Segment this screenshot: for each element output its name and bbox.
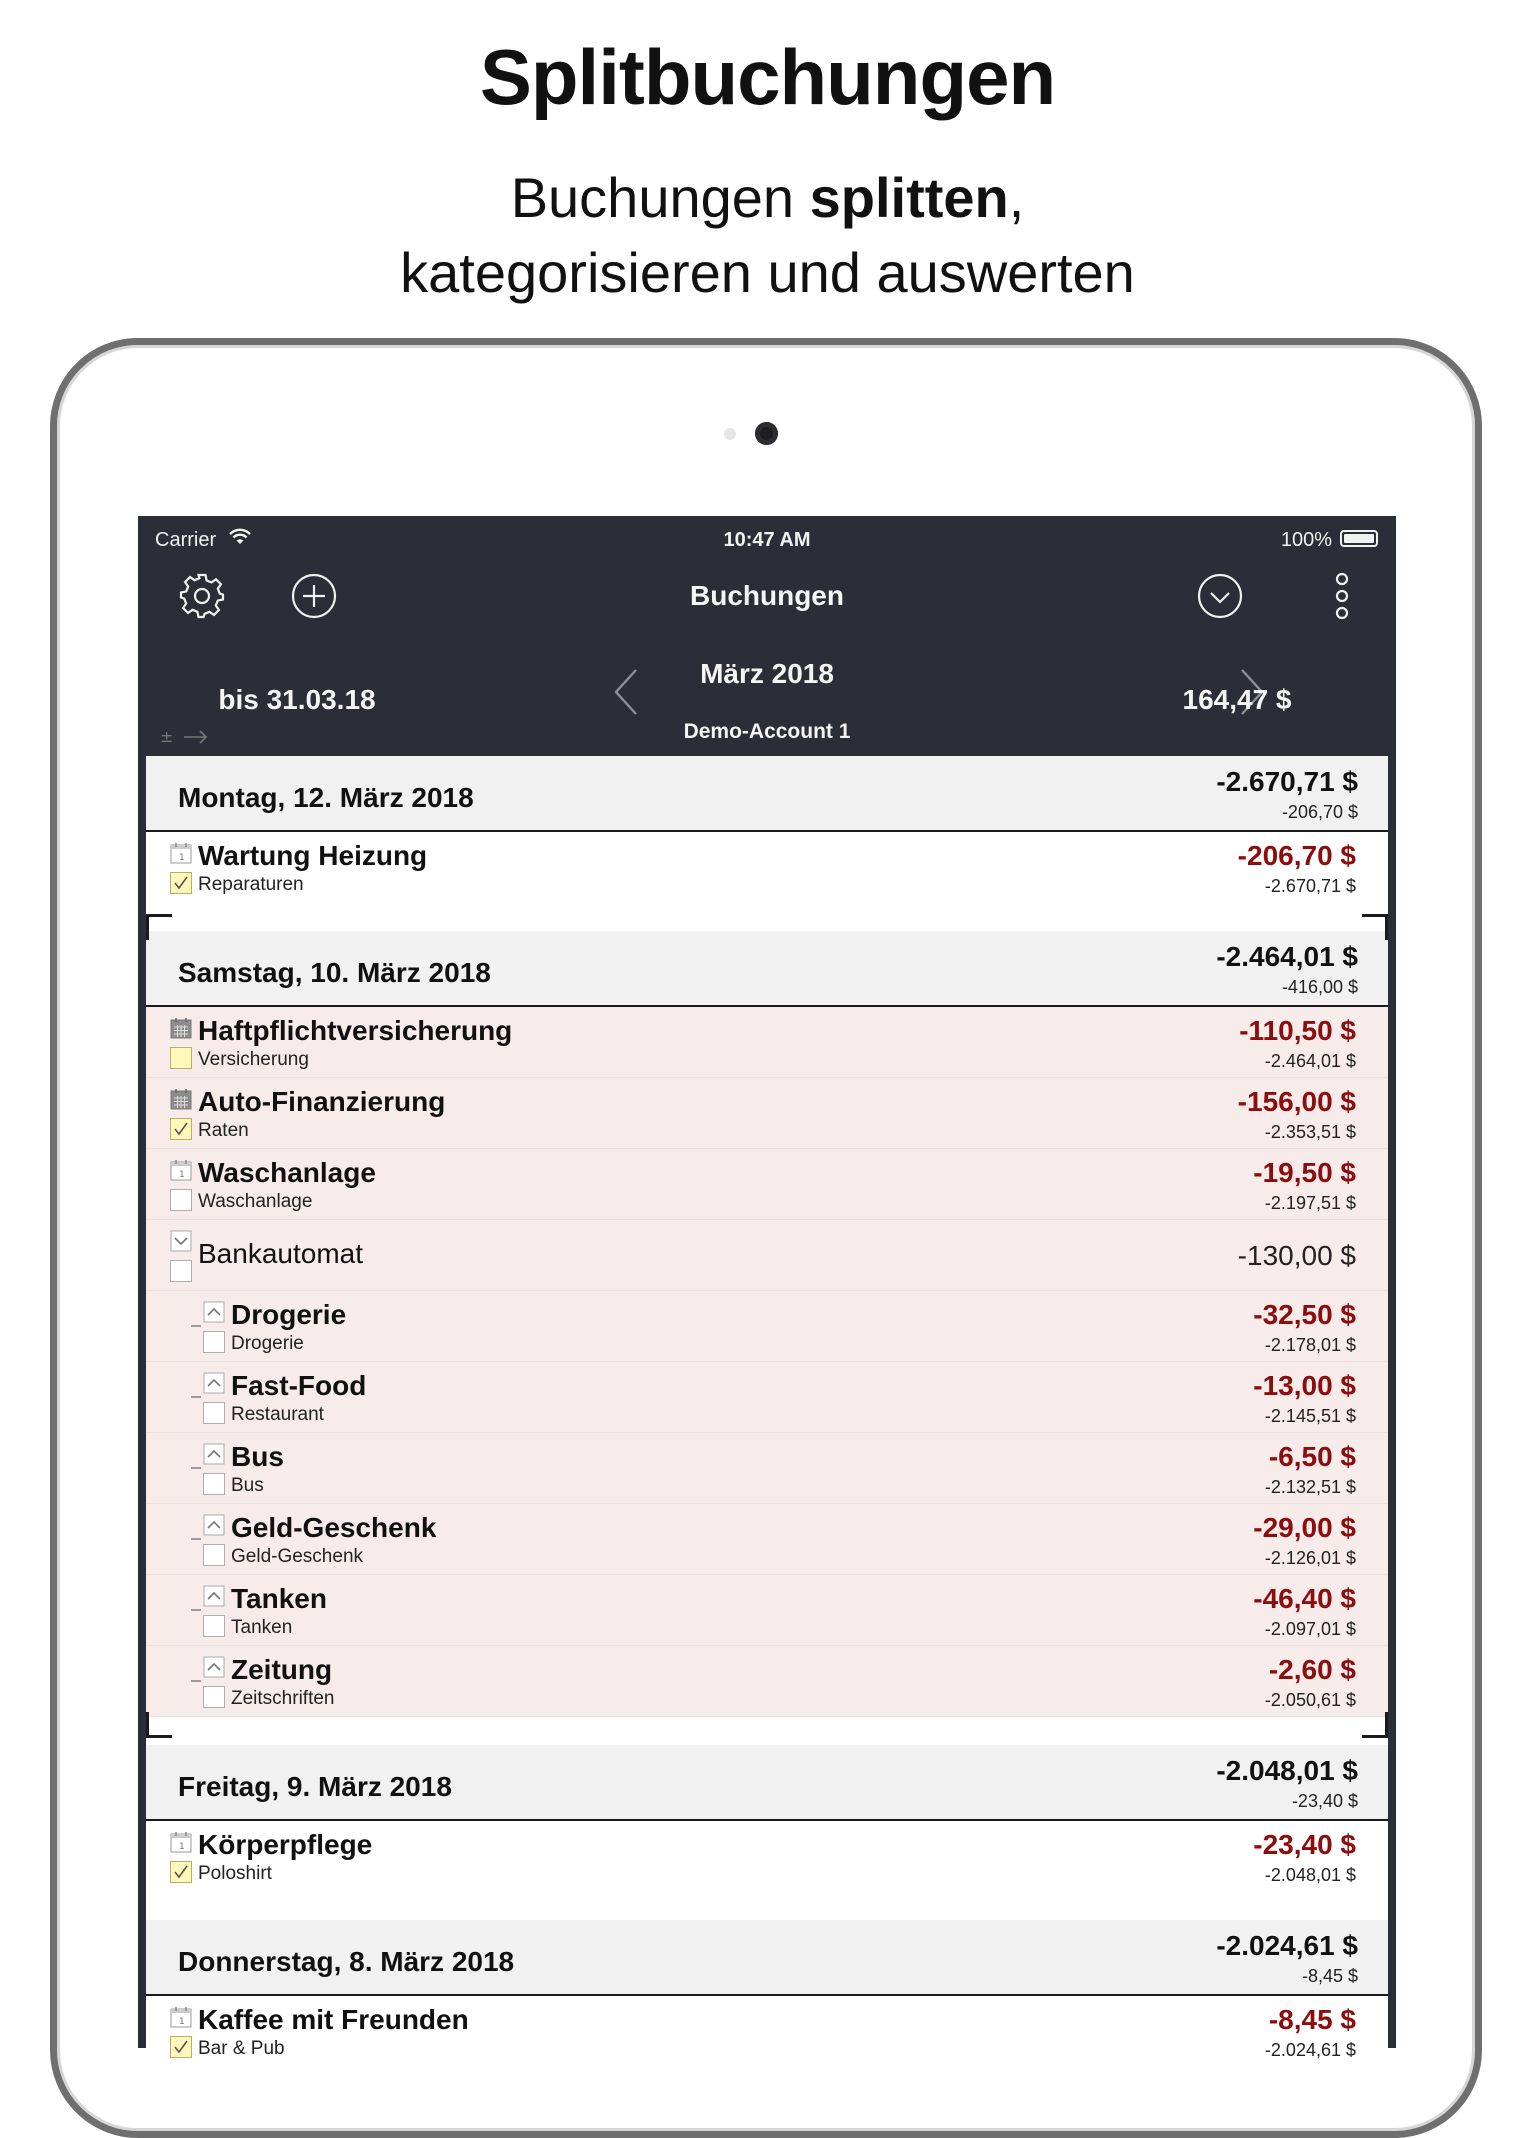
transaction-category: Waschanlage: [198, 1191, 313, 1212]
selection-bracket-bottom-left: [146, 1712, 172, 1738]
running-balance: -2.145,51 $: [1264, 1406, 1356, 1426]
transaction-row[interactable]: [146, 1821, 1388, 1892]
running-balance: -2.024,61 $: [1264, 2040, 1356, 2060]
transaction-category: Versicherung: [198, 1049, 309, 1070]
period-until[interactable]: [138, 632, 456, 756]
app-screen: [138, 516, 1396, 2060]
split-amount: -32,50 $: [1253, 1299, 1356, 1330]
running-balance: -2.132,51 $: [1264, 1477, 1356, 1497]
transaction-title: Haftpflichtversicherung: [198, 1015, 513, 1046]
running-balance: -2.178,01 $: [1264, 1335, 1356, 1355]
clock: 10:47 AM: [723, 529, 811, 551]
split-row[interactable]: [146, 1575, 1388, 1646]
spacer: [146, 1717, 1388, 1745]
day-name: Montag, 12. März 2018: [178, 782, 474, 813]
nav-title: Buchungen: [690, 580, 844, 611]
chevron-down-circle-icon[interactable]: [1192, 568, 1248, 624]
collapse-split-icon[interactable]: [170, 1230, 192, 1252]
transaction-title: Auto-Finanzierung: [198, 1086, 446, 1117]
selection-bracket-top-left: [146, 914, 172, 940]
recurring-calendar-icon: [170, 1088, 192, 1110]
current-month[interactable]: März 2018: [700, 658, 834, 689]
tree-branch: [191, 1680, 201, 1682]
category-checkbox[interactable]: [203, 1402, 225, 1424]
selection-bracket-top-right: [1362, 914, 1388, 940]
expand-up-icon: [203, 1514, 225, 1536]
front-camera: [755, 422, 778, 445]
split-row[interactable]: [146, 1291, 1388, 1362]
status-bar: [138, 516, 1396, 560]
expand-up-icon: [203, 1443, 225, 1465]
subtitle-line-1: Buchungen splitten,: [510, 166, 1025, 229]
split-category: Tanken: [231, 1617, 293, 1638]
running-balance: -2.353,51 $: [1264, 1122, 1356, 1142]
running-balance: -2.048,01 $: [1264, 1865, 1356, 1885]
transaction-row[interactable]: [146, 1149, 1388, 1220]
account-name[interactable]: Demo-Account 1: [683, 720, 851, 743]
split-title: Zeitung: [231, 1654, 333, 1685]
front-sensor: [724, 428, 736, 440]
calendar-icon: [170, 1159, 192, 1181]
expand-up-icon: [203, 1372, 225, 1394]
tree-branch: [191, 1325, 201, 1327]
transaction-amount: -156,00 $: [1237, 1086, 1356, 1117]
category-checkbox[interactable]: [170, 1118, 192, 1140]
tree-branch: [191, 1609, 201, 1611]
transaction-title: Waschanlage: [198, 1157, 376, 1188]
more-vertical-icon[interactable]: [1314, 568, 1370, 624]
category-checkbox[interactable]: [170, 872, 192, 894]
transaction-title: Körperpflege: [198, 1829, 373, 1860]
svg-text:1: 1: [179, 2017, 185, 2027]
split-category: Zeitschriften: [231, 1688, 335, 1709]
day-name: Freitag, 9. März 2018: [178, 1771, 452, 1802]
day-header: [146, 756, 1388, 832]
transaction-amount: -23,40 $: [1253, 1829, 1356, 1860]
split-amount: -29,00 $: [1253, 1512, 1356, 1543]
subtitle-line-2: kategorisieren und auswerten: [400, 241, 1135, 304]
day-sum: -206,70 $: [1281, 802, 1358, 822]
expand-up-icon: [203, 1301, 225, 1323]
transaction-category: Raten: [198, 1120, 249, 1141]
day-total: -2.048,01 $: [1216, 1755, 1358, 1786]
tree-branch: [191, 1538, 201, 1540]
split-title: Fast-Food: [231, 1370, 367, 1401]
split-row[interactable]: [146, 1504, 1388, 1575]
day-sum: -416,00 $: [1281, 977, 1358, 997]
transaction-category: Poloshirt: [198, 1863, 272, 1884]
category-checkbox[interactable]: [170, 1861, 192, 1883]
tree-branch: [191, 1467, 201, 1469]
split-category: Bus: [231, 1475, 264, 1496]
selection-bracket-bottom-right: [1362, 1712, 1388, 1738]
transaction-title: Wartung Heizung: [198, 840, 428, 871]
spacer: [146, 903, 1388, 931]
transaction-amount: -8,45 $: [1268, 2004, 1356, 2035]
split-title: Bus: [231, 1441, 284, 1472]
transaction-amount: -130,00 $: [1237, 1240, 1356, 1271]
day-header: [146, 1920, 1388, 1996]
day-header: [146, 931, 1388, 1007]
split-row[interactable]: [146, 1646, 1388, 1717]
day-total: -2.670,71 $: [1216, 766, 1358, 797]
day-name: Donnerstag, 8. März 2018: [178, 1946, 515, 1977]
split-category: Drogerie: [231, 1333, 304, 1354]
checkmark-icon: [171, 2037, 191, 2057]
svg-text:±: ±: [160, 727, 174, 746]
split-amount: -13,00 $: [1253, 1370, 1356, 1401]
svg-text:1: 1: [179, 1842, 185, 1852]
split-category: Geld-Geschenk: [231, 1546, 364, 1567]
category-checkbox[interactable]: [170, 1260, 192, 1282]
split-parent-row[interactable]: [146, 1220, 1388, 1291]
transaction-row[interactable]: [146, 1007, 1388, 1078]
navigation-bar: [138, 560, 1396, 632]
category-checkbox[interactable]: [170, 1189, 192, 1211]
split-title: Tanken: [231, 1583, 327, 1614]
period-bar: [138, 632, 1396, 756]
running-balance: -2.097,01 $: [1264, 1619, 1356, 1639]
category-checkbox[interactable]: [203, 1615, 225, 1637]
transaction-row[interactable]: [146, 1996, 1388, 2067]
plus-minus-arrow-icon: [160, 727, 220, 747]
battery-icon: [1340, 530, 1378, 547]
split-category: Restaurant: [231, 1404, 324, 1425]
category-checkbox[interactable]: [203, 1473, 225, 1495]
checkmark-icon: [171, 1862, 191, 1882]
category-checkbox[interactable]: [203, 1686, 225, 1708]
split-amount: -46,40 $: [1253, 1583, 1356, 1614]
day-sum: -23,40 $: [1291, 1791, 1358, 1811]
day-total: -2.024,61 $: [1216, 1930, 1358, 1961]
category-checkbox[interactable]: [170, 2036, 192, 2058]
transaction-amount: -206,70 $: [1237, 840, 1356, 871]
transaction-row[interactable]: [146, 1078, 1388, 1149]
running-balance: -2.464,01 $: [1264, 1051, 1356, 1071]
transaction-category: Bar & Pub: [198, 2038, 285, 2059]
split-amount: -6,50 $: [1268, 1441, 1356, 1472]
transaction-title: Kaffee mit Freunden: [198, 2004, 469, 2035]
calendar-icon: [170, 842, 192, 864]
category-checkbox[interactable]: [203, 1544, 225, 1566]
until-date: bis 31.03.18: [218, 684, 376, 715]
transaction-row[interactable]: [146, 832, 1388, 903]
day-sum: -8,45 $: [1301, 1966, 1358, 1986]
transaction-amount: -110,50 $: [1239, 1015, 1356, 1046]
split-group: [146, 1291, 1388, 1717]
period-selector: [456, 632, 1078, 756]
split-amount: -2,60 $: [1268, 1654, 1356, 1685]
running-balance: -2.126,01 $: [1264, 1548, 1356, 1568]
checkmark-icon: [171, 1119, 191, 1139]
spacer: [146, 1892, 1388, 1920]
category-checkbox[interactable]: [170, 1047, 192, 1069]
split-title: Geld-Geschenk: [231, 1512, 437, 1543]
split-row[interactable]: [146, 1433, 1388, 1504]
transaction-amount: -19,50 $: [1253, 1157, 1356, 1188]
checkmark-icon: [171, 873, 191, 893]
transaction-title: Bankautomat: [198, 1238, 363, 1269]
transaction-category: Reparaturen: [198, 874, 304, 895]
expand-up-icon: [203, 1656, 225, 1678]
day-header: [146, 1745, 1388, 1821]
svg-text:1: 1: [179, 853, 185, 863]
balance-value: 164,47 $: [1182, 684, 1292, 715]
svg-text:1: 1: [179, 1170, 185, 1180]
running-balance: -2.670,71 $: [1264, 876, 1356, 896]
calendar-icon: [170, 1831, 192, 1853]
calendar-icon: [170, 2006, 192, 2028]
category-checkbox[interactable]: [203, 1331, 225, 1353]
recurring-calendar-icon: [170, 1017, 192, 1039]
running-balance: -2.050,61 $: [1264, 1690, 1356, 1710]
day-name: Samstag, 10. März 2018: [178, 957, 491, 988]
expand-up-icon: [203, 1585, 225, 1607]
carrier-label: Carrier: [155, 529, 217, 551]
period-balance: [1078, 632, 1396, 756]
split-title: Drogerie: [231, 1299, 347, 1330]
running-balance: -2.197,51 $: [1264, 1193, 1356, 1213]
battery-percent: 100%: [1280, 529, 1332, 551]
transaction-list[interactable]: [146, 756, 1388, 2060]
headline: Splitbuchungen: [479, 33, 1056, 121]
day-total: -2.464,01 $: [1216, 941, 1358, 972]
tree-branch: [191, 1396, 201, 1398]
split-row[interactable]: [146, 1362, 1388, 1433]
